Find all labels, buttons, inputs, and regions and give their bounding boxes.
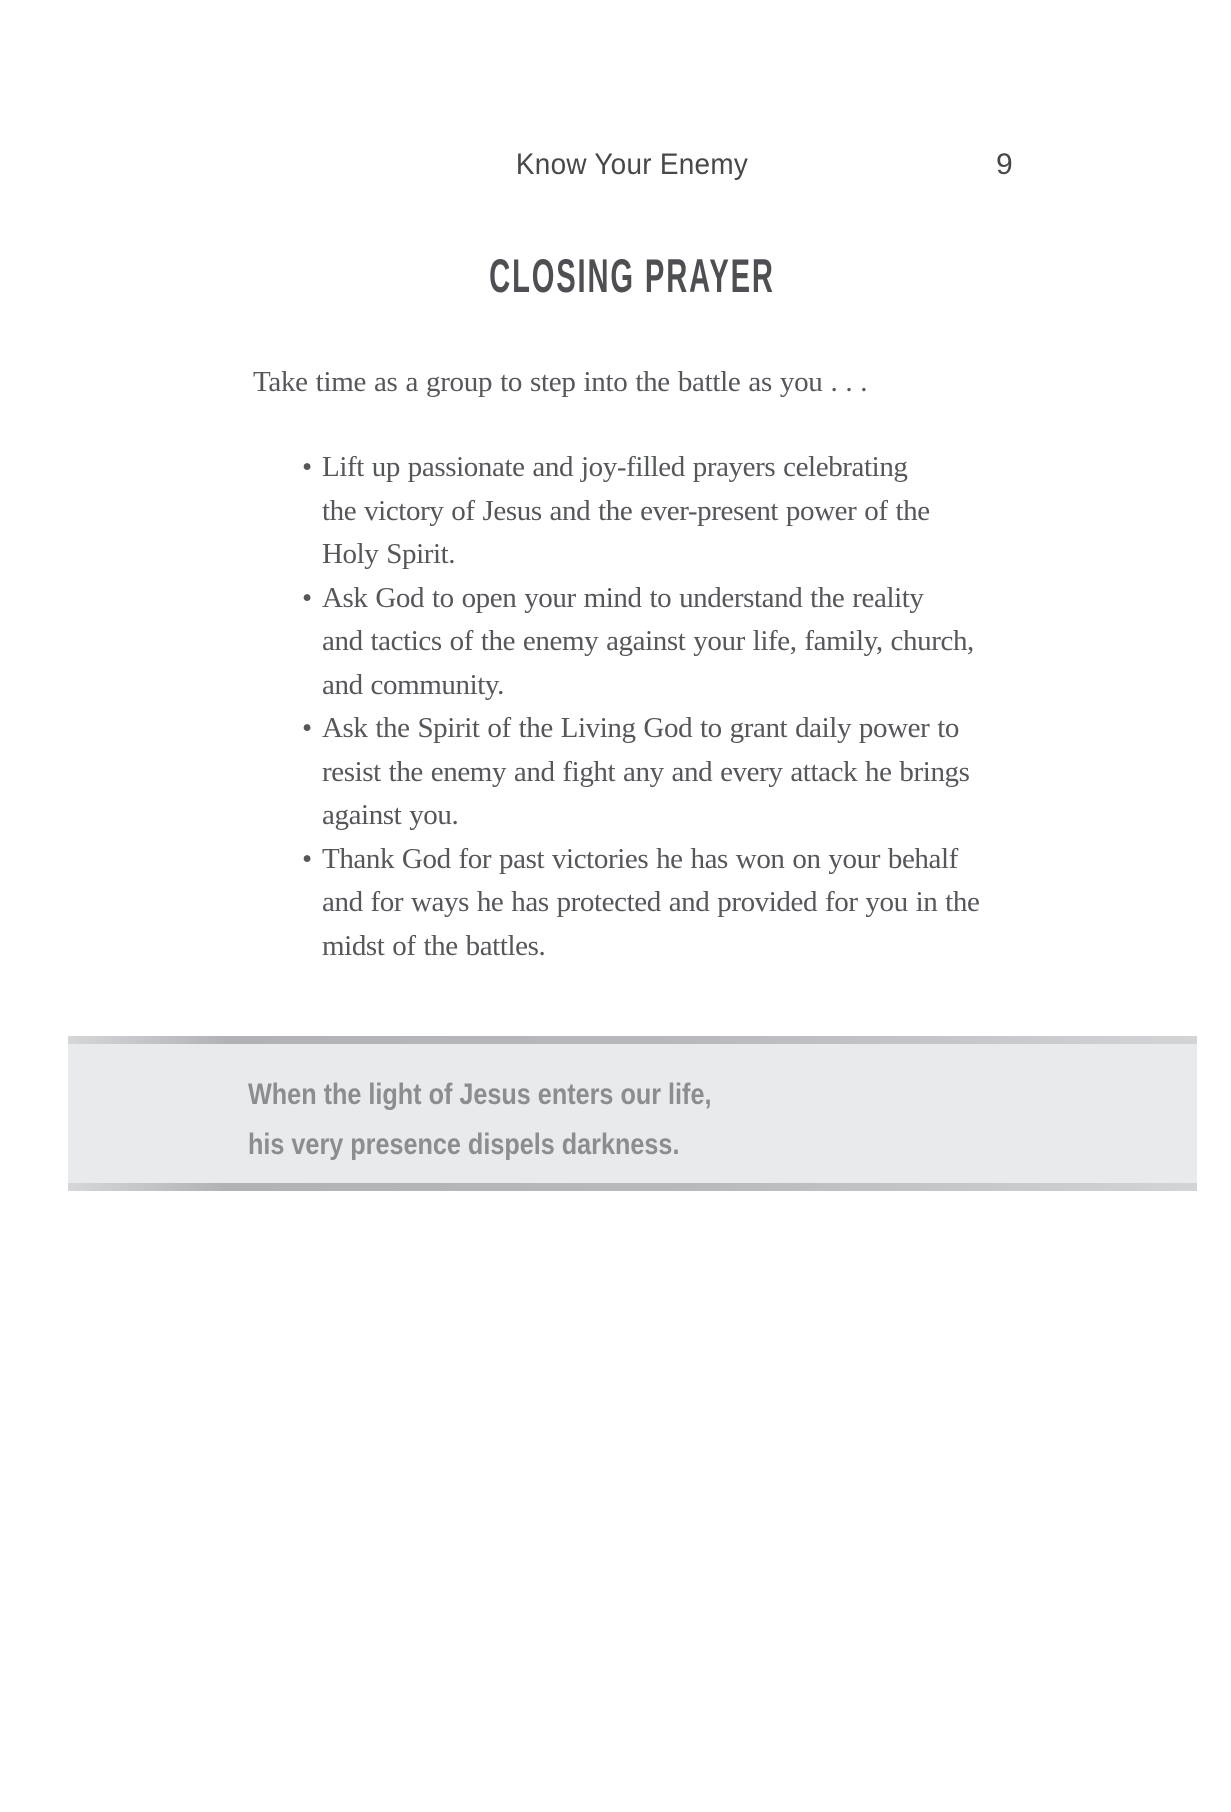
section-title: CLOSING PRAYER <box>489 249 775 302</box>
bullet-text: and community. <box>322 668 504 701</box>
bullet-text: and for ways he has protected and provided for you in the <box>322 886 980 918</box>
bullet-item-line <box>322 751 979 795</box>
callout-bottom-edge <box>68 1183 1197 1191</box>
bullet-item-line <box>322 620 979 664</box>
bullet-item-line <box>322 794 979 838</box>
bullet-item-line <box>322 533 979 577</box>
bullet-item-line <box>322 881 979 925</box>
bullet-text: Ask God to open your mind to understand the reality <box>322 581 924 614</box>
callout-quote-box <box>68 1036 1197 1191</box>
intro-paragraph: Take time as a group to step into the battle as you . . . <box>253 366 868 398</box>
running-head: Know Your Enemy <box>515 148 749 181</box>
bullet-item-line <box>302 577 979 621</box>
bullet-marker: • <box>302 451 312 483</box>
bullet-text: Thank God for past victories he has won on your behalf <box>322 842 958 875</box>
bullet-text: midst of the battles. <box>322 929 546 962</box>
bullet-text: the victory of Jesus and the ever-present power of the <box>322 494 930 527</box>
prayer-bullet-list <box>302 446 980 968</box>
callout-body <box>68 1044 1197 1183</box>
bullet-item-line <box>302 446 979 490</box>
bullet-text: resist the enemy and fight any and every attack he brings <box>322 755 970 788</box>
callout-top-edge <box>68 1036 1197 1044</box>
bullet-text: Lift up passionate and joy-filled prayers celebrating <box>322 451 908 483</box>
bullet-marker: • <box>302 581 312 614</box>
bullet-marker: • <box>302 712 312 744</box>
bullet-item-line <box>322 925 979 969</box>
bullet-item-line <box>302 707 979 751</box>
bullet-text: against you. <box>322 799 459 831</box>
bullet-marker: • <box>302 842 312 875</box>
bullet-item-line <box>302 838 979 882</box>
callout-quote-line: his very presence dispels darkness. <box>248 1128 680 1161</box>
page-number: 9 <box>996 148 1013 181</box>
bullet-item-line <box>322 664 979 708</box>
callout-quote-line: When the light of Jesus enters our life, <box>248 1078 712 1111</box>
bullet-text: Holy Spirit. <box>322 538 456 570</box>
bullet-text: Ask the Spirit of the Living God to grant daily power to <box>322 712 959 744</box>
bullet-text: and tactics of the enemy against your life, family, church, <box>322 625 974 657</box>
bullet-item-line <box>322 490 979 534</box>
